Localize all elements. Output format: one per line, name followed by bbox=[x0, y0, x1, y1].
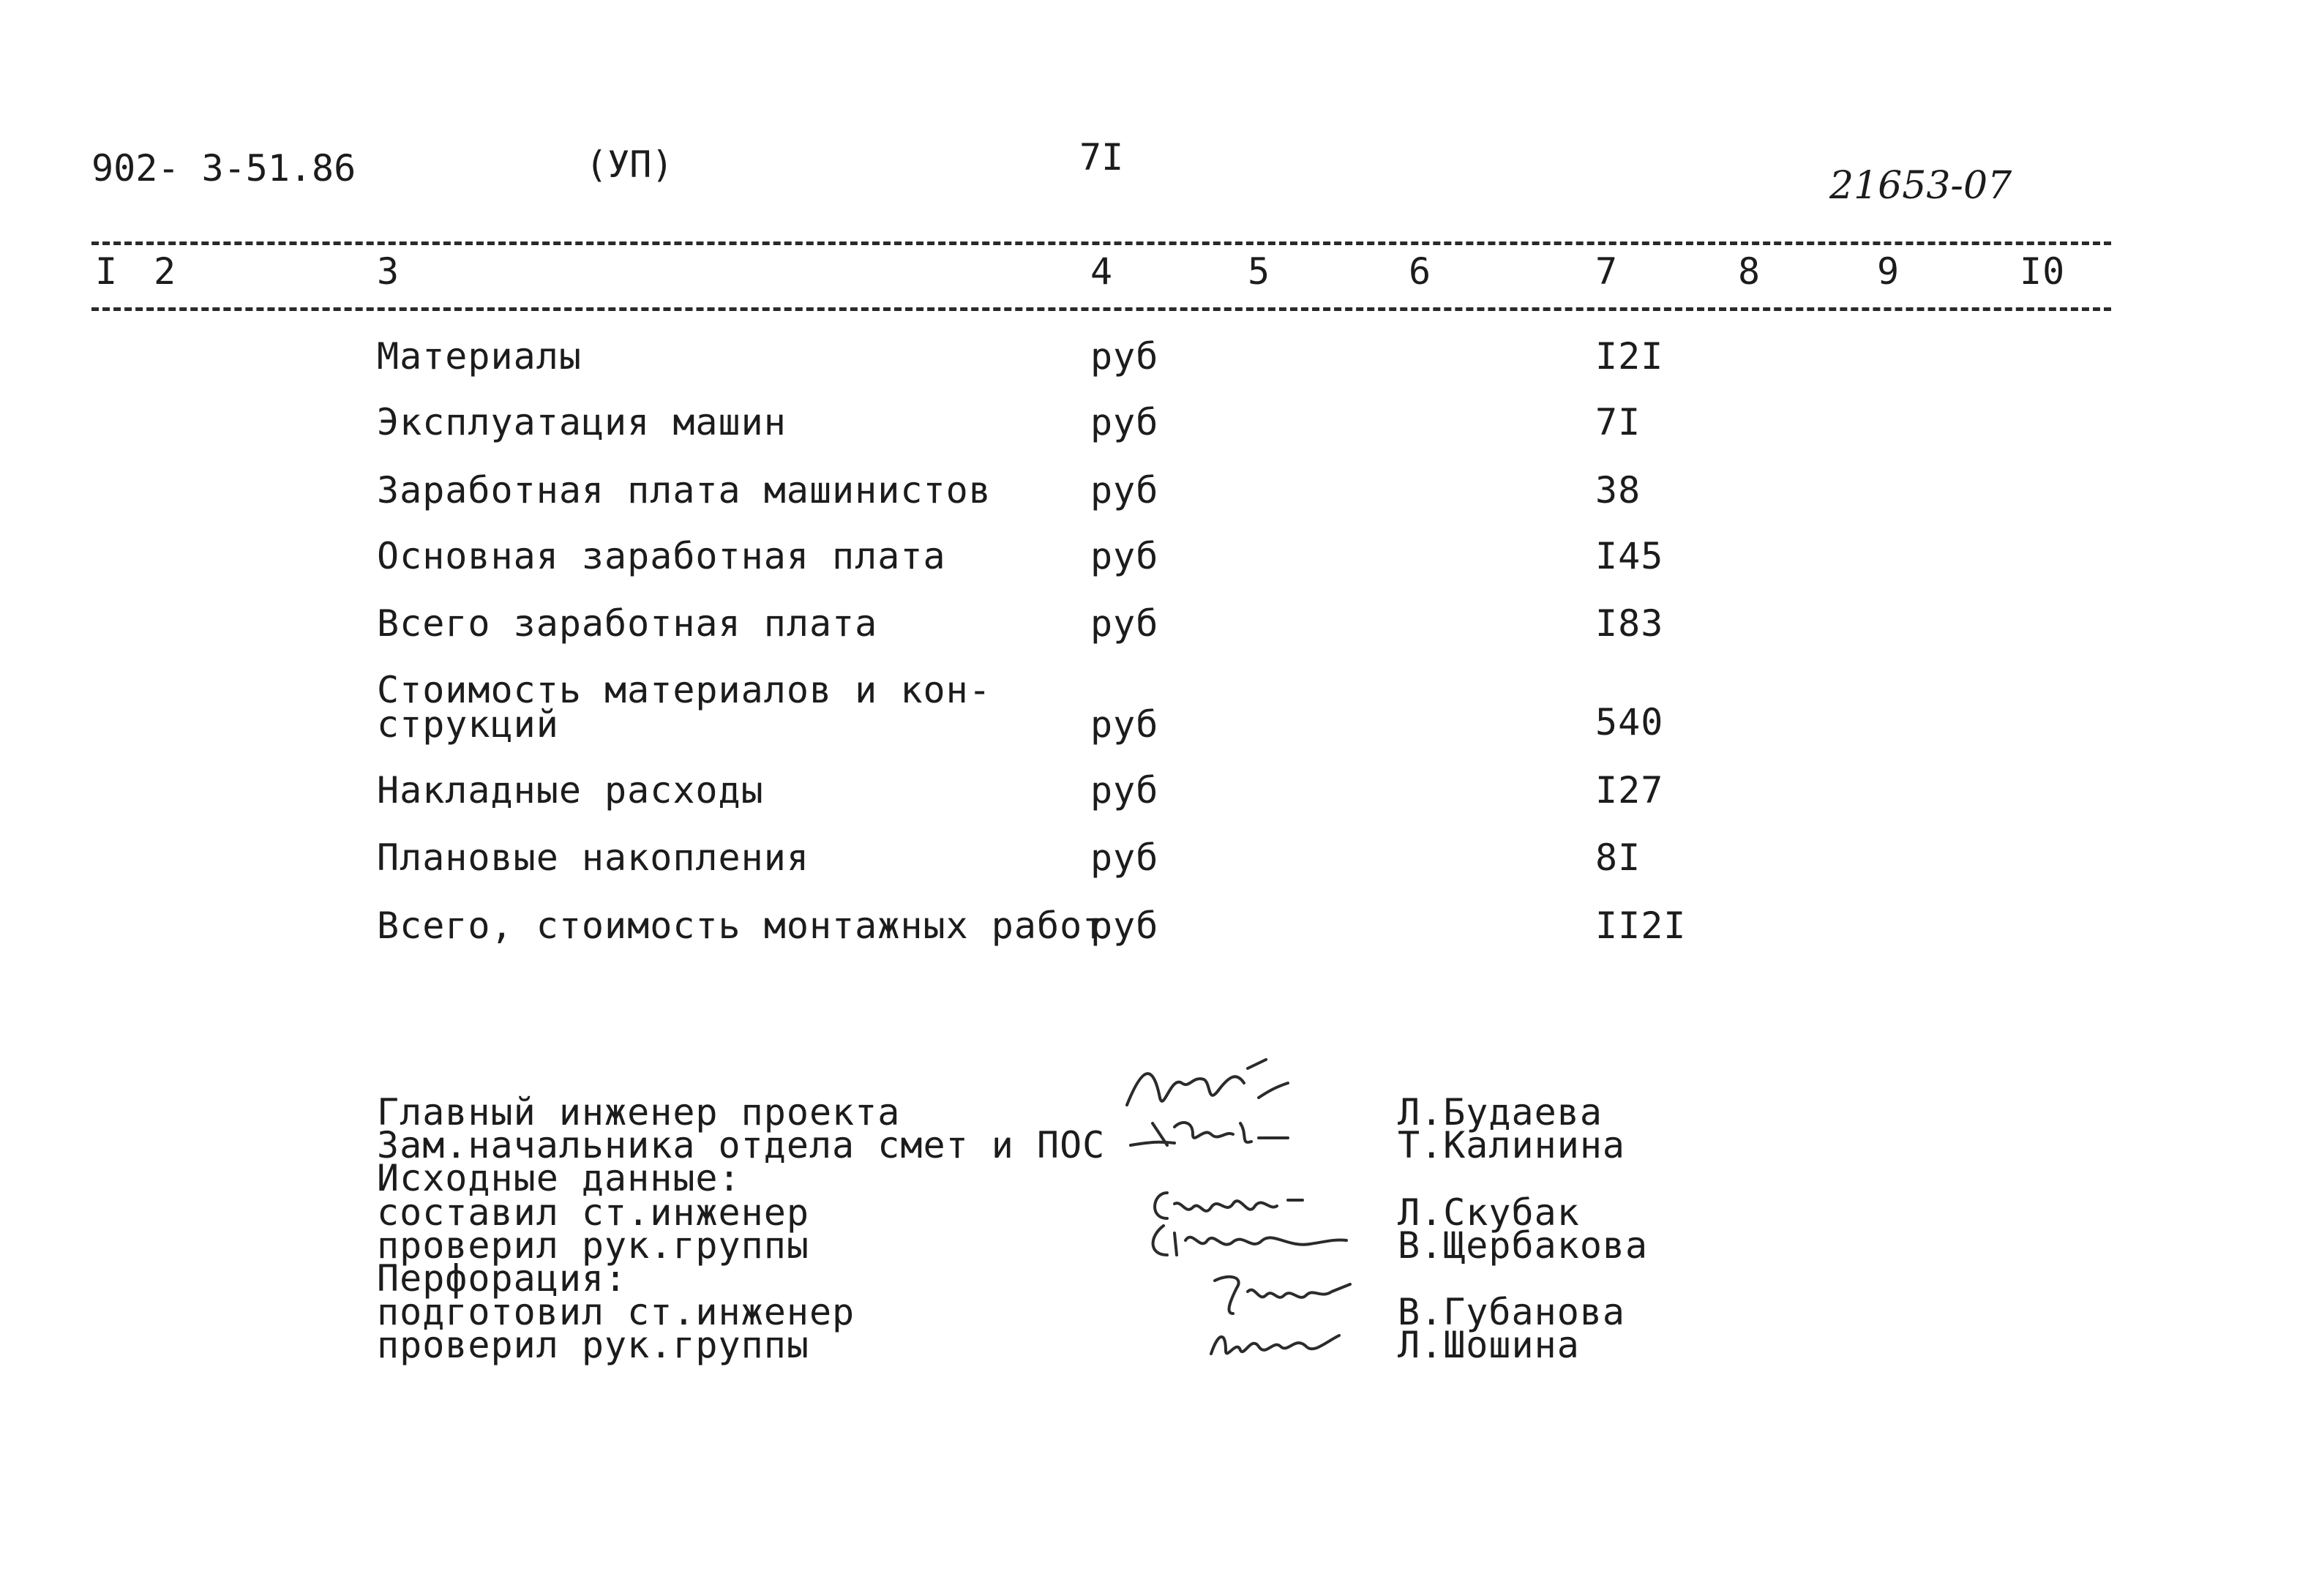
row-name: Всего, стоимость монтажных работ bbox=[377, 904, 1106, 947]
row-value: I45 bbox=[1595, 535, 1664, 577]
signer-name: Т.Калинина bbox=[1398, 1124, 1626, 1166]
handwritten-signature bbox=[1204, 1270, 1357, 1321]
signer-name: Л.Скубак bbox=[1398, 1191, 1580, 1234]
row-name: Заработная плата машинистов bbox=[377, 469, 992, 512]
role-label: проверил рук.группы bbox=[377, 1324, 809, 1366]
header-top-rule bbox=[91, 241, 2111, 245]
row-unit: руб bbox=[1090, 703, 1159, 746]
row-unit: руб bbox=[1090, 836, 1159, 879]
row-value: I2I bbox=[1595, 335, 1664, 378]
column-number: 8 bbox=[1738, 250, 1761, 293]
row-unit: руб bbox=[1090, 904, 1159, 947]
row-name: Накладные расходы bbox=[377, 769, 764, 812]
column-number: 3 bbox=[377, 250, 400, 293]
row-unit: руб bbox=[1090, 469, 1159, 512]
column-number: I bbox=[95, 250, 119, 293]
row-value: I83 bbox=[1595, 602, 1664, 645]
column-number: 9 bbox=[1877, 250, 1900, 293]
role-label: Исходные данные: bbox=[377, 1157, 741, 1199]
role-label: проверил рук.группы bbox=[377, 1224, 809, 1267]
row-name: Плановые накопления bbox=[377, 836, 809, 879]
row-value: 38 bbox=[1595, 469, 1641, 512]
column-number: I0 bbox=[2020, 250, 2066, 293]
row-unit: руб bbox=[1090, 535, 1159, 577]
signer-name: Л.Будаева bbox=[1398, 1091, 1603, 1134]
document-mark: (УП) bbox=[585, 143, 674, 186]
header-bottom-rule bbox=[91, 307, 2111, 311]
row-unit: руб bbox=[1090, 401, 1159, 443]
row-name: Стоимость материалов и кон- bbox=[377, 669, 992, 711]
signer-name: В.Щербакова bbox=[1398, 1224, 1649, 1267]
role-label: подготовил ст.инженер bbox=[377, 1291, 855, 1333]
column-number: 4 bbox=[1090, 250, 1114, 293]
row-value: I27 bbox=[1595, 769, 1664, 812]
handwritten-signature bbox=[1142, 1218, 1354, 1262]
row-value: 7I bbox=[1595, 401, 1641, 443]
signer-name: Л.Шошина bbox=[1398, 1324, 1580, 1366]
row-value: 540 bbox=[1595, 701, 1664, 743]
role-label: Зам.начальника отдела смет и ПОС bbox=[377, 1124, 1106, 1166]
row-name-continuation: струкций bbox=[377, 703, 559, 746]
row-name: Всего заработная плата bbox=[377, 602, 878, 645]
page-number: 7I bbox=[1079, 136, 1124, 179]
row-value: 8I bbox=[1595, 836, 1641, 879]
column-number: 7 bbox=[1595, 250, 1619, 293]
column-number: 5 bbox=[1248, 250, 1271, 293]
row-unit: руб bbox=[1090, 335, 1159, 378]
row-name: Материалы bbox=[377, 335, 582, 378]
role-label: Главный инженер проекта bbox=[377, 1091, 901, 1134]
handwritten-signature bbox=[1120, 1054, 1295, 1120]
row-unit: руб bbox=[1090, 602, 1159, 645]
handwritten-signature bbox=[1200, 1317, 1346, 1368]
column-number: 6 bbox=[1409, 250, 1432, 293]
handwritten-signature bbox=[1123, 1112, 1292, 1156]
document-code: 902- 3-51.86 bbox=[91, 147, 356, 190]
role-label: составил ст.инженер bbox=[377, 1191, 809, 1234]
archive-number: 21653-07 bbox=[1829, 164, 2012, 208]
row-value: II2I bbox=[1595, 904, 1687, 947]
row-unit: руб bbox=[1090, 769, 1159, 812]
row-name: Основная заработная плата bbox=[377, 535, 946, 577]
column-number: 2 bbox=[154, 250, 177, 293]
row-name: Эксплуатация машин bbox=[377, 401, 787, 443]
role-label: Перфорация: bbox=[377, 1257, 628, 1300]
signer-name: В.Губанова bbox=[1398, 1291, 1626, 1333]
